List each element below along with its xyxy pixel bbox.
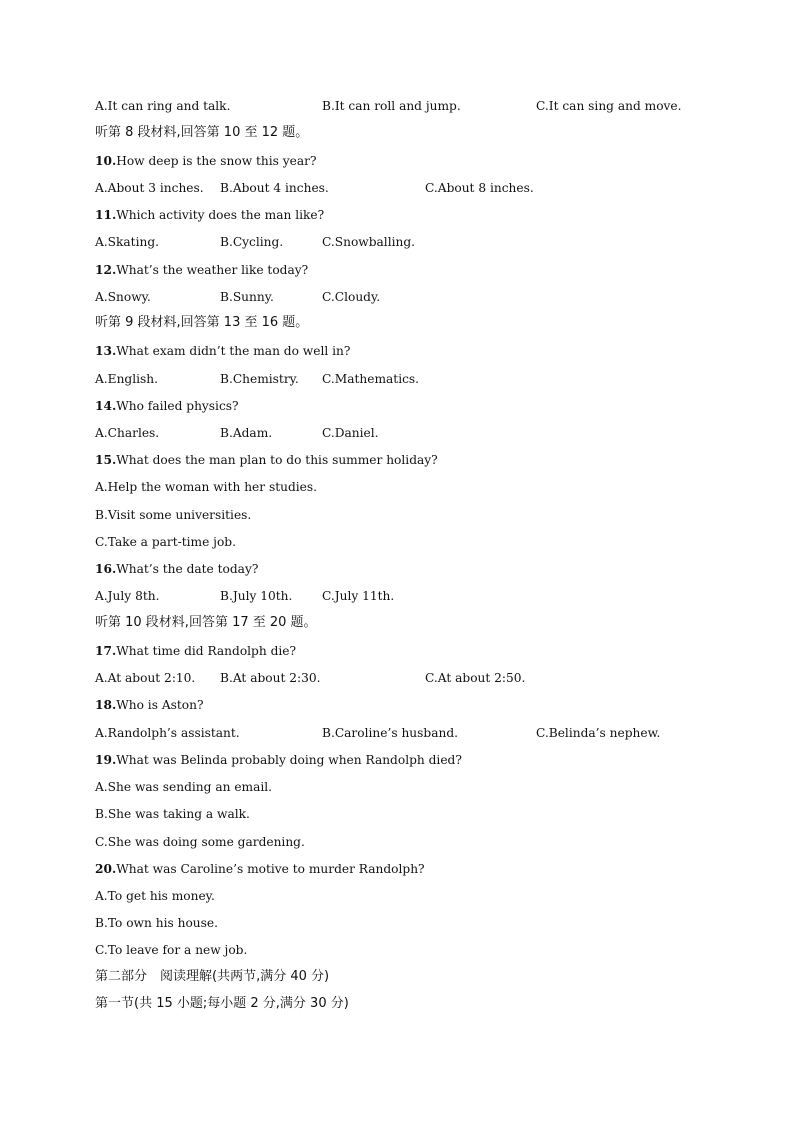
- question-text: What time did Randolph die?: [116, 644, 297, 658]
- q19-option-c: C.She was doing some gardening.: [95, 835, 305, 849]
- q12-option-b: B.Sunny.: [220, 290, 274, 304]
- q17-option-b: B.At about 2:30.: [220, 671, 321, 685]
- q13-option-c: C.Mathematics.: [322, 372, 420, 386]
- q18-option-c: C.Belinda’s nephew.: [536, 726, 661, 740]
- q16-option-a: A.July 8th.: [95, 589, 160, 603]
- question-text: What exam didn’t the man do well in?: [116, 344, 351, 358]
- q20-option-b: B.To own his house.: [95, 916, 218, 930]
- q19-option-b: B.She was taking a walk.: [95, 807, 250, 821]
- q10-option-b: B.About 4 inches.: [220, 181, 329, 195]
- part-2-section-1-heading: 第一节(共 15 小题;每小题 2 分,满分 30 分): [95, 996, 349, 1011]
- q10-option-c: C.About 8 inches.: [425, 181, 534, 195]
- question-14: [95, 399, 239, 413]
- q14-option-c: C.Daniel.: [322, 426, 379, 440]
- q15-option-a: A.Help the woman with her studies.: [95, 480, 317, 494]
- section-10-instruction: 听第 10 段材料,回答第 17 至 20 题。: [95, 615, 317, 630]
- section-8-instruction: 听第 8 段材料,回答第 10 至 12 题。: [95, 125, 309, 140]
- q14-option-a: A.Charles.: [95, 426, 160, 440]
- question-20: [95, 862, 425, 876]
- question-15: [95, 453, 438, 467]
- q15-option-c: C.Take a part-time job.: [95, 535, 236, 549]
- q15-option-b: B.Visit some universities.: [95, 508, 252, 522]
- question-text: Which activity does the man like?: [116, 208, 325, 222]
- question-text: What does the man plan to do this summer holiday?: [116, 453, 438, 467]
- question-number: 11.: [95, 208, 117, 222]
- question-12: [95, 263, 308, 277]
- q13-option-a: A.English.: [95, 372, 158, 386]
- question-13: [95, 344, 350, 358]
- q18-option-b: B.Caroline’s husband.: [322, 726, 458, 740]
- q17-option-a: A.At about 2:10.: [95, 671, 196, 685]
- q20-option-a: A.To get his money.: [95, 889, 215, 903]
- q17-option-c: C.At about 2:50.: [425, 671, 526, 685]
- q9-option-a: A.It can ring and talk.: [95, 99, 231, 113]
- q11-option-c: C.Snowballing.: [322, 235, 416, 249]
- question-number: 17.: [95, 644, 117, 658]
- question-number: 15.: [95, 453, 117, 467]
- question-number: 18.: [95, 698, 117, 712]
- q9-option-b: B.It can roll and jump.: [322, 99, 461, 113]
- section-9-instruction: 听第 9 段材料,回答第 13 至 16 题。: [95, 315, 309, 330]
- question-text: What was Caroline’s motive to murder Randolph?: [116, 862, 425, 876]
- question-10: [95, 154, 317, 168]
- q16-option-b: B.July 10th.: [220, 589, 293, 603]
- question-16: [95, 562, 258, 576]
- q12-option-a: A.Snowy.: [95, 290, 151, 304]
- question-18: [95, 698, 204, 712]
- q9-option-c: C.It can sing and move.: [536, 99, 682, 113]
- q19-option-a: A.She was sending an email.: [95, 780, 273, 794]
- question-number: 10.: [95, 154, 117, 168]
- question-number: 12.: [95, 263, 117, 277]
- question-number: 19.: [95, 753, 117, 767]
- question-text: What’s the weather like today?: [116, 263, 309, 277]
- question-text: Who is Aston?: [116, 698, 204, 712]
- q10-option-a: A.About 3 inches.: [95, 181, 204, 195]
- question-number: 20.: [95, 862, 117, 876]
- question-text: What was Belinda probably doing when Randolph died?: [116, 753, 462, 767]
- q16-option-c: C.July 11th.: [322, 589, 395, 603]
- question-number: 14.: [95, 399, 117, 413]
- q13-option-b: B.Chemistry.: [220, 372, 299, 386]
- question-17: [95, 644, 296, 658]
- question-text: How deep is the snow this year?: [116, 154, 317, 168]
- question-19: [95, 753, 462, 767]
- question-text: What’s the date today?: [116, 562, 259, 576]
- q18-option-a: A.Randolph’s assistant.: [95, 726, 240, 740]
- q20-option-c: C.To leave for a new job.: [95, 943, 248, 957]
- q11-option-b: B.Cycling.: [220, 235, 284, 249]
- question-text: Who failed physics?: [116, 399, 239, 413]
- question-11: [95, 208, 324, 222]
- q14-option-b: B.Adam.: [220, 426, 273, 440]
- question-number: 13.: [95, 344, 117, 358]
- part-2-heading: 第二部分 阅读理解(共两节,满分 40 分): [95, 969, 330, 984]
- q11-option-a: A.Skating.: [95, 235, 159, 249]
- q12-option-c: C.Cloudy.: [322, 290, 381, 304]
- question-number: 16.: [95, 562, 117, 576]
